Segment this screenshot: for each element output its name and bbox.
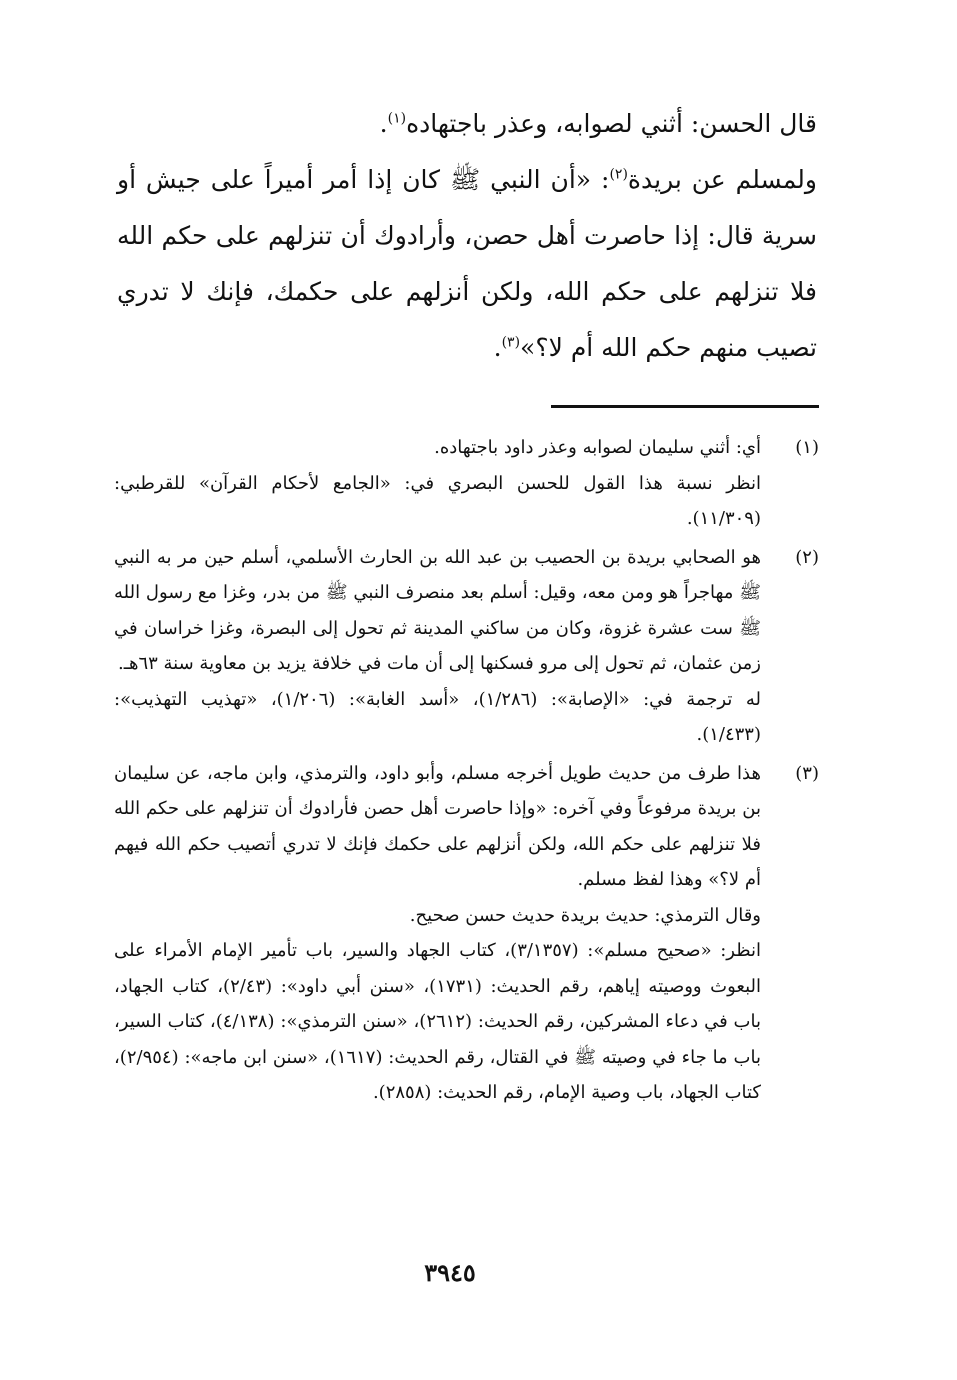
main-paragraph-2 [117,152,817,376]
footnote-ref-1: (١) [387,110,407,127]
footnote-body [114,430,761,537]
footnote-line: انظر نسبة هذا القول للحسن البصري في: «الجامع لأحكام القرآن» للقرطبي: (١١/٣٠٩). [114,472,761,529]
footnote-line: وقال الترمذي: حديث بريدة حديث حسن صحيح. [409,904,761,926]
footnote-ref-3: (٣) [501,334,521,351]
footnote-1 [114,430,819,537]
main-text [117,96,817,376]
footnote-divider [551,405,819,408]
footnote-number: (١) [795,437,819,458]
hasan-quote: قال الحسن: أثني لصوابه، وعذر باجتهاده [406,109,817,138]
main-paragraph-1 [117,96,817,152]
footnote-body [114,756,761,1111]
period: . [379,109,388,138]
footnote-2 [114,540,819,753]
page-number: ٣٩٤٥ [424,1258,476,1287]
footnote-line: هو الصحابي بريدة بن الحصيب بن عبد الله بن الحارث الأسلمي، أسلم حين مر به النبي ﷺ مهاجراً هو ومن معه، وقيل: أسلم بعد منصرف النبي ﷺ من بدر، وغزا مع رسول الله ﷺ ست عشرة غزوة، وكان من ساكني المدينة ثم تحول إلى البصرة، وغزا خراسان في زمن عثمان، ثم تحول إلى مرو فسكنها إلى أن مات في خلافة يزيد بن معاوية سنة ٦٣هـ. [114,546,761,674]
footnote-line: انظر: «صحيح مسلم»: (٣/١٣٥٧)، كتاب الجهاد والسير، باب تأمير الإمام الأمراء على البعوث ووصيته إياهم، رقم الحديث: (١٧٣١)، «سنن أبي داود»: (٢/٤٣)، كتاب الجهاد، باب في دعاء المشركين، رقم الحديث: (٢٦١٢)، «سنن الترمذي»: (٤/١٣٨)، كتاب السير، باب ما جاء في وصيته ﷺ في القتال، رقم الحديث: (١٦١٧)، «سنن ابن ماجه»: (٢/٩٥٤)، كتاب الجهاد، باب وصية الإمام، رقم الحديث: (٢٨٥٨). [114,940,762,1103]
footnote-ref-2: (٢) [609,166,628,183]
period: . [493,333,502,362]
footnote-line: أي: أثني سليمان لصوابه وعذر داود باجتهاده. [434,437,761,458]
footnote-3 [114,756,819,1111]
hadith-text: : «أن النبي ﷺ كان إذا أمر أميراً على جيش أو سرية قال: إذا حاصرت أهل حصن، وأرادوك أن تنزلهم على حكم الله فلا تنزلهم على حكم الله، ولكن أنزلهم على حكمك، فإنك لا تدري تصيب منهم حكم الله أم لا؟» [117,165,817,362]
muslim-narration-intro: ولمسلم عن بريدة [627,165,817,194]
footnote-line: له ترجمة في: «الإصابة»: (١/٢٨٦)، «أسد الغابة»: (١/٢٠٦)، «تهذيب التهذيب»: (١/٤٣٣). [114,688,761,745]
footnote-body [114,540,761,753]
footnote-number: (٢) [795,546,819,568]
footnote-line: هذا طرف من حديث طويل أخرجه مسلم، وأبو داود، والترمذي، وابن ماجه، عن سليمان بن بريدة مرفوعاً وفي آخره: «وإذا حاصرت أهل حصن فأرادوك أن تنزلهم على حكم الله فلا تنزلهم على حكم الله، ولكن أنزلهم على حكمك فإنك لا تدري أتصيب حكم الله فيهم أم لا؟» وهذا لفظ مسلم. [114,762,761,890]
footnotes [114,430,819,1114]
footnote-number: (٣) [795,762,819,784]
